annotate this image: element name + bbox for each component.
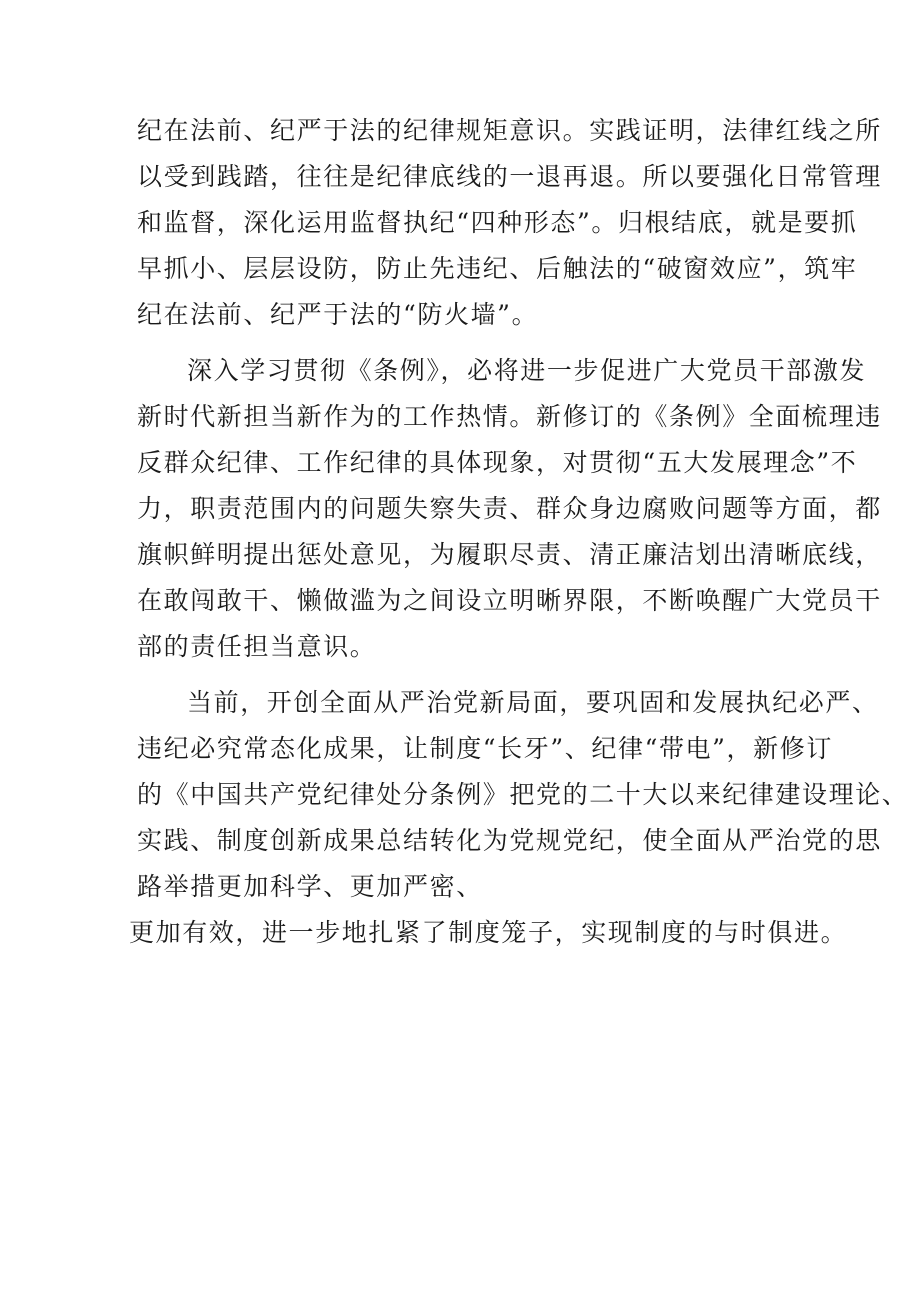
paragraph-1-line-1: 纪在法前、纪严于法的纪律规矩意识。实践证明，法律红线之所 (137, 116, 882, 145)
paragraph-2-line-6: 在敢闯敢干、懒做滥为之间设立明晰界限，不断唤醒广大党员干 (137, 586, 882, 615)
paragraph-3-line-2: 违纪必究常态化成果，让制度“长牙”、纪律“带电”，新修订 (137, 734, 833, 763)
paragraph-2-line-5: 旗帜鲜明提出惩处意见，为履职尽责、清正廉洁划出清晰底线， (137, 540, 882, 569)
paragraph-1-line-3: 和监督，深化运用监督执纪“四种形态”。归根结底，就是要抓 (137, 208, 858, 237)
paragraph-2-line-2: 新时代新担当新作为的工作热情。新修订的《条例》全面梳理违 (137, 402, 882, 431)
paragraph-2-line-4: 力，职责范围内的问题失察失责、群众身边腐败问题等方面，都 (137, 494, 882, 523)
paragraph-1-line-2: 以受到践踏，往往是纪律底线的一退再退。所以要强化日常管理 (137, 162, 882, 191)
paragraph-2-line-3: 反群众纪律、工作纪律的具体现象，对贯彻“五大发展理念”不 (137, 448, 858, 477)
paragraph-3-line-6: 更加有效，进一步地扎紧了制度笼子，实现制度的与时俱进。 (129, 918, 848, 947)
paragraph-2 (137, 348, 882, 670)
paragraph-1 (137, 108, 882, 338)
paragraph-3-line-1: 当前，开创全面从严治党新局面，要巩固和发展执纪必严、 (187, 688, 879, 717)
paragraph-1-line-5: 纪在法前、纪严于法的“防火墙”。 (137, 300, 539, 329)
paragraph-3 (129, 680, 909, 956)
paragraph-1-line-4: 早抓小、层层设防，防止先违纪、后触法的“破窗效应”，筑牢 (137, 254, 858, 283)
paragraph-2-line-1: 深入学习贯彻《条例》，必将进一步促进广大党员干部激发 (187, 356, 867, 385)
paragraph-3-line-4: 实践、制度创新成果总结转化为党规党纪，使全面从严治党的思 (137, 826, 882, 855)
paragraph-2-line-7: 部的责任担当意识。 (137, 632, 377, 661)
paragraph-3-line-3: 的《中国共产党纪律处分条例》把党的二十大以来纪律建设理论、 (137, 780, 909, 809)
document-body (129, 108, 909, 966)
paragraph-3-line-5: 路举措更加科学、更加严密、 (137, 872, 483, 901)
